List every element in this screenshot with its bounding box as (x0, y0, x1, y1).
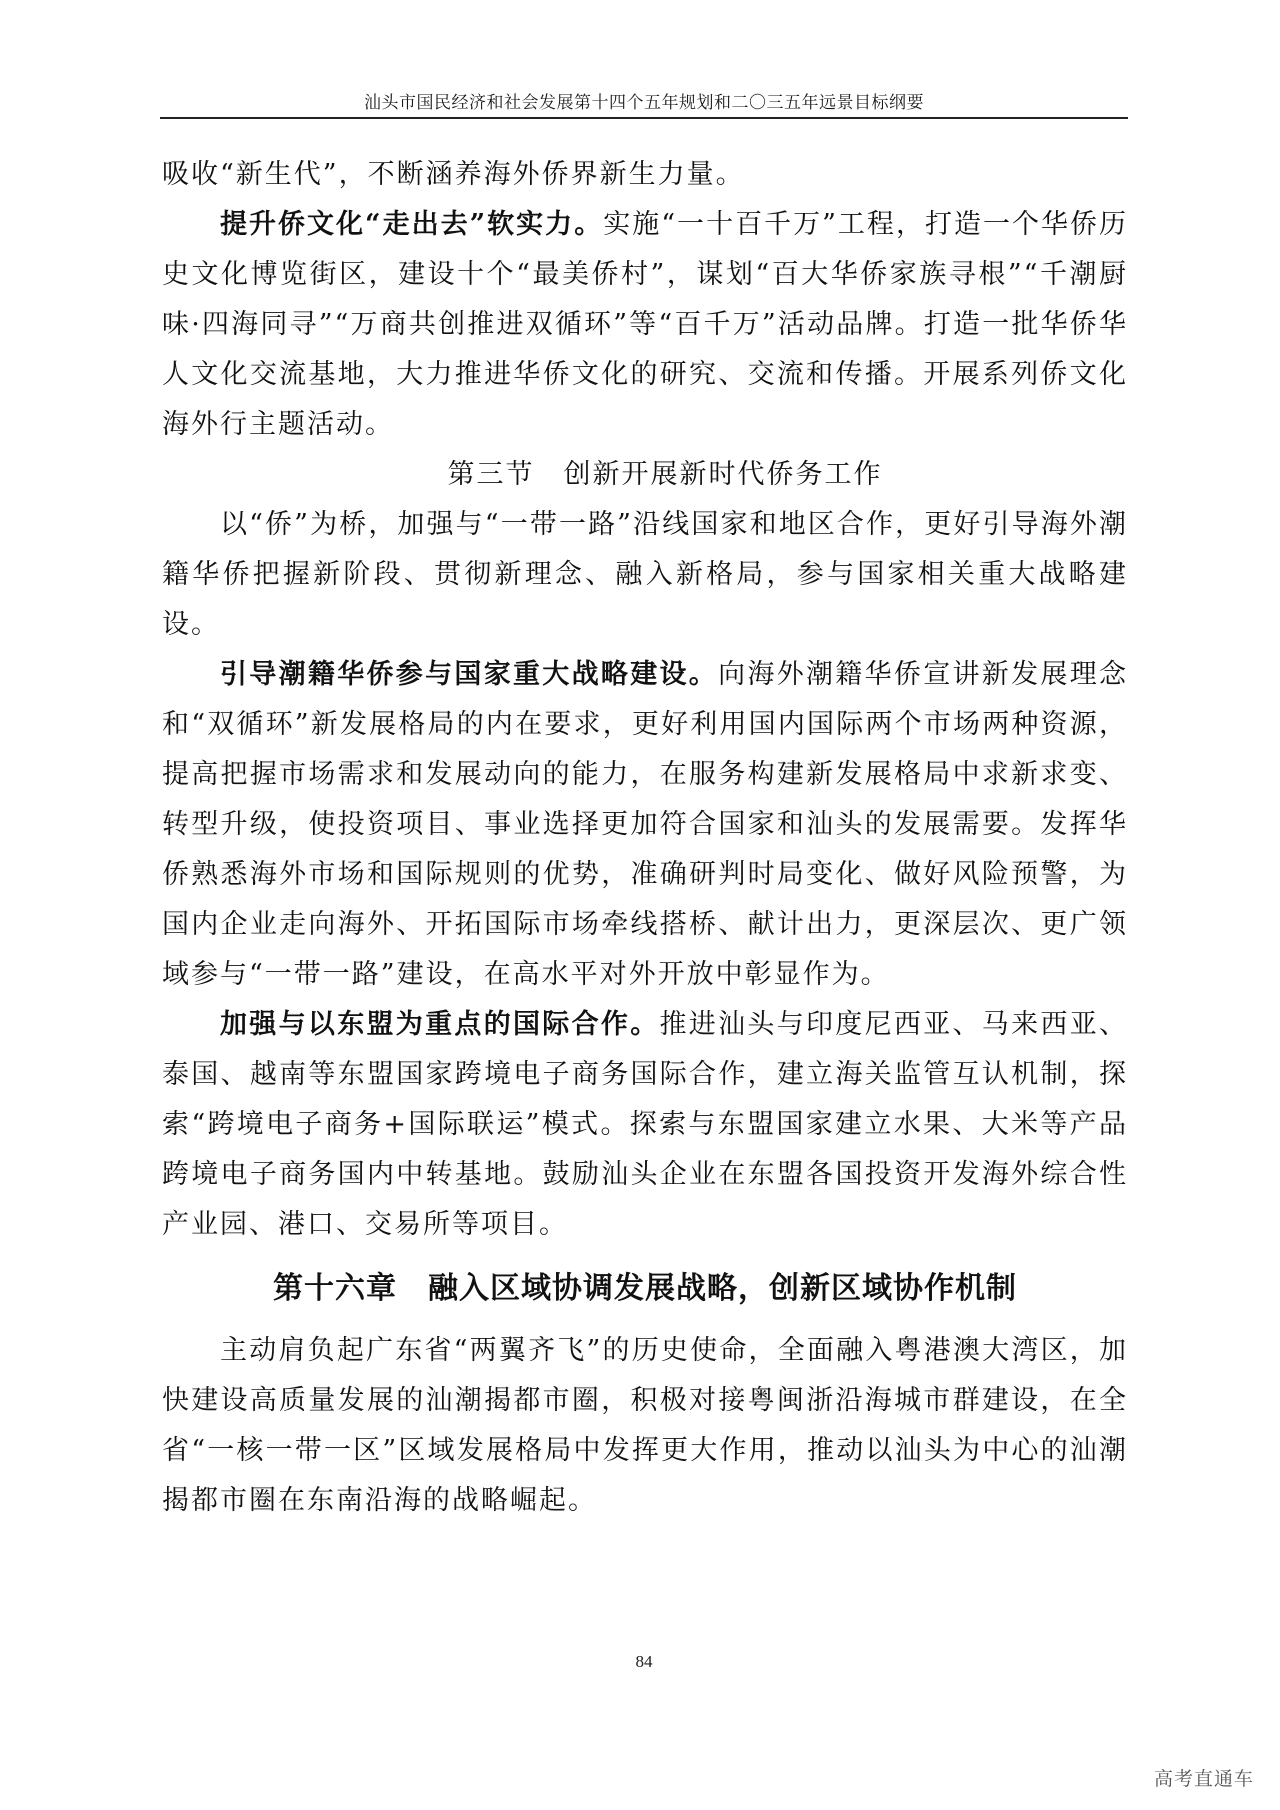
watermark-text: 高考直通车 (1153, 1768, 1254, 1790)
paragraph-2-lead: 提升侨文化“走出去”软实力。 (220, 209, 604, 240)
paragraph-2-body: 实施“一十百千万”工程，打造一个华侨历史文化博览街区，建设十个“最美侨村”，谋划“百大华侨家族寻根”“千潮厨味·四海同寻”“万商共创推进双循环”等“百千万”活动品牌。打造一批华侨华人文化交流基地，大力推进华侨文化的研究、交流和传播。开展系列侨文化海外行主题活动。 (162, 209, 1129, 440)
paragraph-1: 吸收“新生代”，不断涵养海外侨界新生力量。 (162, 159, 745, 190)
paragraph-4-body: 向海外潮籍华侨宣讲新发展理念和“双循环”新发展格局的内在要求，更好利用国内国际两个市场两种资源，提高把握市场需求和发展动向的能力，在服务构建新发展格局中求新求变、转型升级，使投资项目、事业选择更加符合国家和汕头的发展需要。发挥华侨熟悉海外市场和国际规则的优势，准确研判时局变化、做好风险预警，为国内企业走向海外、开拓国际市场牵线搭桥、献计出力，更深层次、更广领域参与“一带一路”建设，在高水平对外开放中彰显作为。 (162, 659, 1129, 990)
paragraph-5-body: 推进汕头与印度尼西亚、马来西亚、泰国、越南等东盟国家跨境电子商务国际合作，建立海关监管互认机制，探索“跨境电子商务+国际联运”模式。探索与东盟国家建立水果、大米等产品跨境电子商务国内中转基地。鼓励汕头企业在东盟各国投资开发海外综合性产业园、港口、交易所等项目。 (162, 1009, 1128, 1240)
page-number: 84 (635, 1652, 653, 1671)
section-title: 第三节 创新开展新时代侨务工作 (447, 459, 883, 490)
paragraph-6: 主动肩负起广东省“两翼齐飞”的历史使命，全面融入粤港澳大湾区，加快建设高质量发展的汕潮揭都市圈，积极对接粤闽浙沿海城市群建设，在全省“一核一带一区”区域发展格局中发挥更大作用，推动以汕头为中心的汕潮揭都市圈在东南沿海的战略崛起。 (162, 1335, 1128, 1516)
paragraph-5-lead: 加强与以东盟为重点的国际合作。 (220, 1009, 660, 1040)
paragraph-5 (162, 1000, 1128, 1250)
document-body (162, 150, 1128, 1526)
page-header-title: 汕头市国民经济和社会发展第十四个五年规划和二〇三五年远景目标纲要 (364, 93, 924, 112)
chapter-title: 第十六章 融入区域协调发展战略，创新区域协作机制 (273, 1271, 1017, 1306)
paragraph-3: 以“侨”为桥，加强与“一带一路”沿线国家和地区合作，更好引导海外潮籍华侨把握新阶段、贯彻新理念、融入新格局，参与国家相关重大战略建设。 (162, 509, 1128, 640)
header-rule (160, 117, 1128, 119)
paragraph-4 (162, 650, 1128, 1000)
paragraph-4-lead: 引导潮籍华侨参与国家重大战略建设。 (220, 659, 719, 690)
paragraph-2 (162, 200, 1128, 450)
